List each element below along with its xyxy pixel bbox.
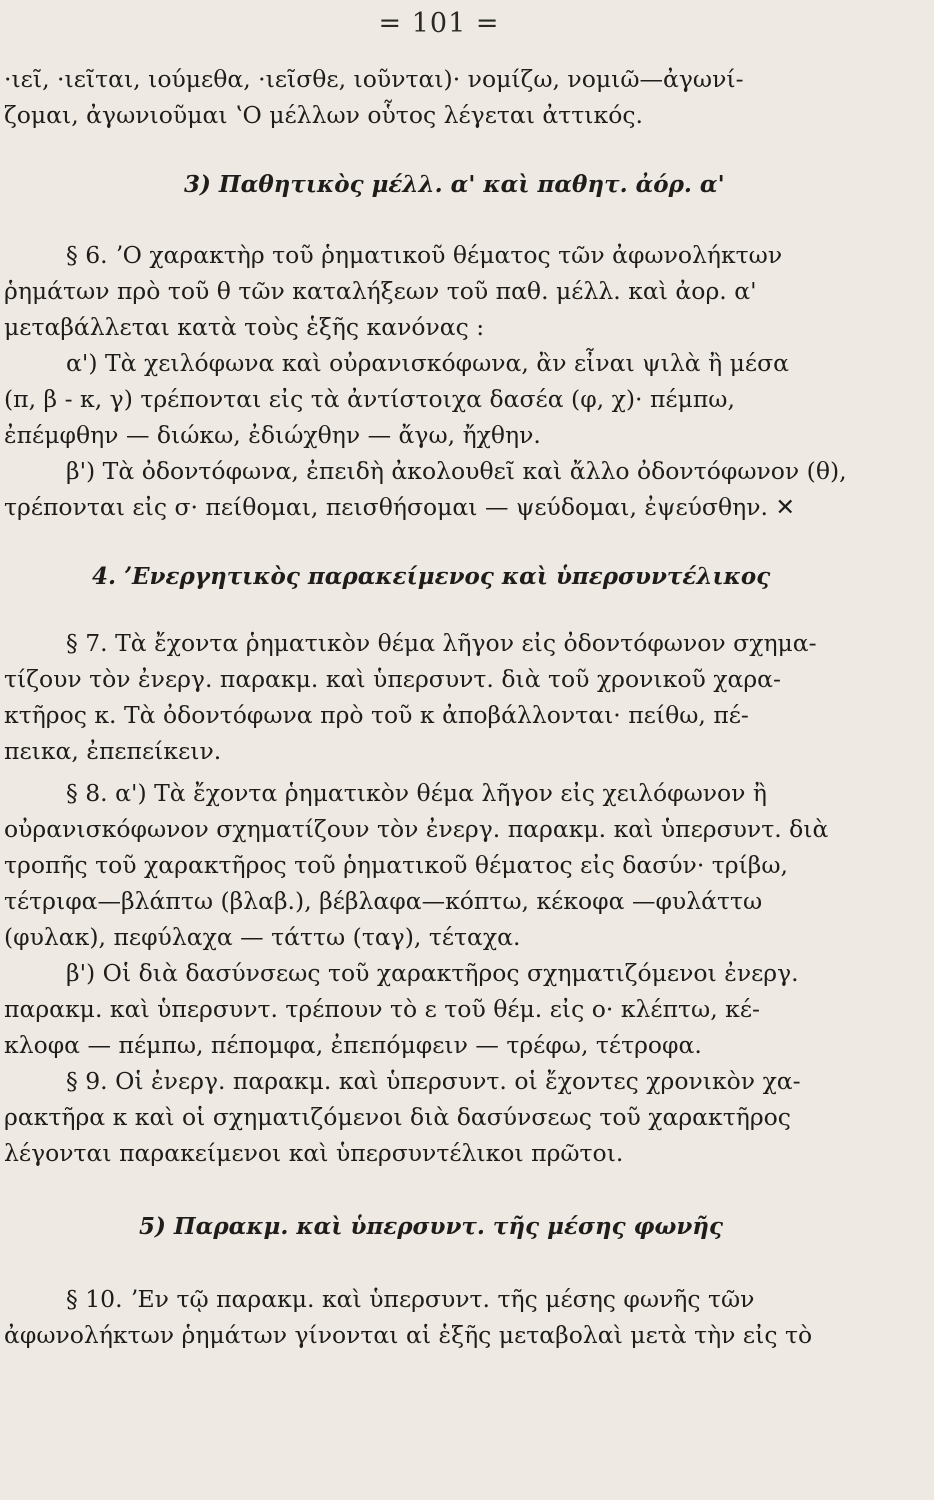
paragraph-section-7 (4, 625, 874, 769)
page-number: = 101 = (378, 8, 500, 39)
text-line: ἐπέμφθην — διώκω, ἐδιώχθην — ἄγω, ἤχθην. (4, 421, 541, 449)
section-heading-4: 4. ʼΕνεργητικὸς παρακείμενος καὶ ὑπερσυντέλικος (92, 563, 771, 590)
text-line: λέγονται παρακείμενοι καὶ ὑπερσυντέλικοι πρῶτοι. (4, 1139, 624, 1167)
text-line: § 7. Τὰ ἔχοντα ῥηματικὸν θέμα λῆγον εἰς ὀδοντόφωνον σχημα- (66, 629, 817, 657)
text-line: β') Οἱ διὰ δασύνσεως τοῦ χαρακτῆρος σχηματιζόμενοι ἐνεργ. (66, 959, 799, 987)
text-line: (π, β - κ, γ) τρέπονται εἰς τὰ ἀντίστοιχα δασέα (φ, χ)· πέμπω, (4, 385, 735, 413)
text-line: § 8. α') Τὰ ἔχοντα ῥηματικὸν θέμα λῆγον εἰς χειλόφωνον ἢ (66, 779, 767, 807)
text-line: παρακμ. καὶ ὑπερσυντ. τρέπουν τὸ ε τοῦ θέμ. εἰς ο· κλέπτω, κέ- (4, 995, 760, 1023)
section-heading-3: 3) Παθητικὸς μέλλ. α' καὶ παθητ. ἀόρ. α' (184, 171, 725, 198)
text-line: β') Τὰ ὀδοντόφωνα, ἐπειδὴ ἀκολουθεῖ καὶ ἄλλο ὀδοντόφωνον (θ), (66, 457, 847, 485)
text-line: § 9. Οἱ ἐνεργ. παρακμ. καὶ ὑπερσυντ. οἱ ἔχοντες χρονικὸν χα- (66, 1067, 801, 1095)
text-line: κλοφα — πέμπω, πέπομφα, ἐπεπόμφειν — τρέφω, τέτροφα. (4, 1031, 702, 1059)
text-line: ἀφωνολήκτων ῥημάτων γίνονται αἱ ἑξῆς μεταβολαὶ μετὰ τὴν εἰς τὸ (4, 1321, 813, 1349)
text-line: α') Τὰ χειλόφωνα καὶ οὐρανισκόφωνα, ἂν εἶναι ψιλὰ ἢ μέσα (66, 349, 789, 377)
paragraph-section-9 (4, 1063, 874, 1171)
text-line: § 10. ʼΕν τῷ παρακμ. καὶ ὑπερσυντ. τῆς μέσης φωνῆς τῶν (66, 1285, 755, 1313)
text-line: τρέπονται εἰς σ· πείθομαι, πεισθήσομαι — ψεύδομαι, ἐψεύσθην. ✕ (4, 493, 796, 521)
paragraph-section-10 (4, 1281, 874, 1353)
section-heading-5: 5) Παρακμ. καὶ ὑπερσυντ. τῆς μέσης φωνῆς (139, 1213, 724, 1240)
text-line: (φυλακ), πεφύλαχα — τάττω (ταγ), τέταχα. (4, 923, 521, 951)
text-line: οὐρανισκόφωνον σχηματίζουν τὸν ἐνεργ. παρακμ. καὶ ὑπερσυντ. διὰ (4, 815, 829, 843)
text-line: § 6. ʼΟ χαρακτὴρ τοῦ ῥηματικοῦ θέματος τῶν ἀφωνολήκτων (66, 241, 783, 269)
text-line: μεταβάλλεται κατὰ τοὺς ἑξῆς κανόνας : (4, 313, 485, 341)
text-line: ρακτῆρα κ καὶ οἱ σχηματιζόμενοι διὰ δασύνσεως τοῦ χαρακτῆρος (4, 1103, 791, 1131)
text-line: ῥημάτων πρὸ τοῦ θ τῶν καταλήξεων τοῦ παθ. μέλλ. καὶ ἀορ. α' (4, 277, 757, 305)
paragraph-section-8 (4, 775, 874, 1063)
text-line: ·ιεῖ, ·ιεῖται, ιούμεθα, ·ιεῖσθε, ιοῦνται)· νομίζω, νομιῶ—ἀγωνί- (4, 65, 744, 93)
text-line: ζομαι, ἀγωνιοῦμαι ʽΟ μέλλων οὗτος λέγεται ἀττικός. (4, 101, 643, 129)
text-line: τίζουν τὸν ἐνεργ. παρακμ. καὶ ὑπερσυντ. διὰ τοῦ χρονικοῦ χαρα- (4, 665, 781, 693)
text-line: τροπῆς τοῦ χαρακτῆρος τοῦ ῥηματικοῦ θέματος εἰς δασύν· τρίβω, (4, 851, 789, 879)
text-line: κτῆρος κ. Τὰ ὀδοντόφωνα πρὸ τοῦ κ ἀποβάλλονται· πείθω, πέ- (4, 701, 749, 729)
text-line: πεικα, ἐπεπείκειν. (4, 737, 222, 765)
paragraph-section-6 (4, 237, 874, 525)
text-line: τέτριφα—βλάπτω (βλαβ.), βέβλαφα—κόπτω, κέκοφα —φυλάττω (4, 887, 763, 915)
